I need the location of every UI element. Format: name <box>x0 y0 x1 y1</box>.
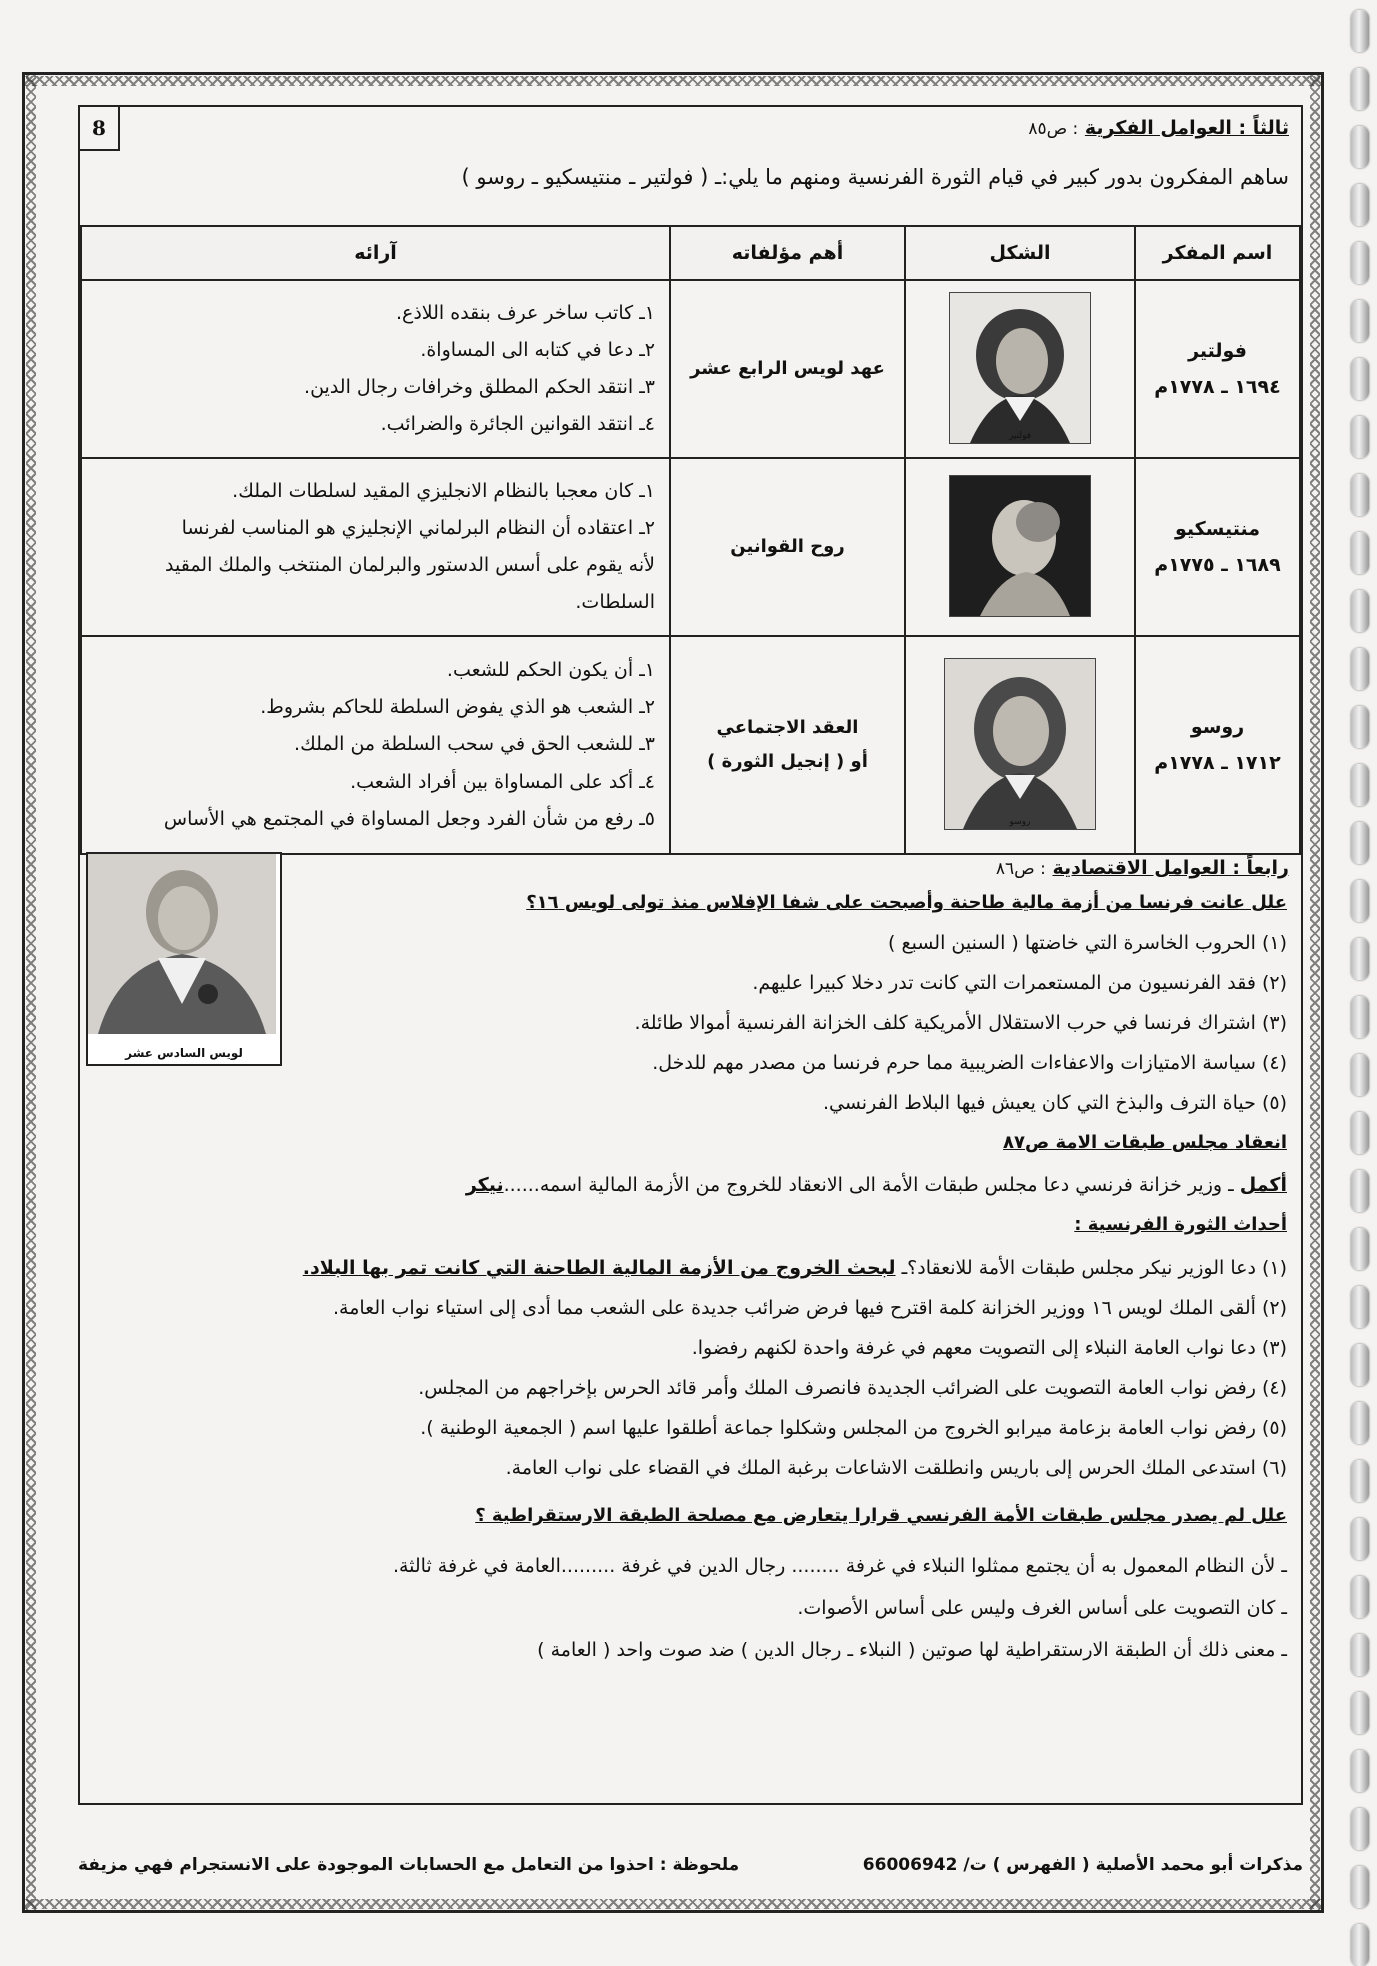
spiral-ring <box>1351 1692 1369 1734</box>
section4-heading <box>996 857 1289 879</box>
spiral-ring <box>1351 416 1369 458</box>
spiral-ring <box>1351 648 1369 690</box>
table-row-voltaire <box>81 280 1300 458</box>
thinker-dates: ١٧١٢ ـ ١٧٧٨م <box>1154 752 1281 774</box>
view-item: ٤ـ انتقد القوانين الجائرة والضرائب. <box>380 413 655 436</box>
spiral-ring <box>1351 1866 1369 1908</box>
view-item: ١ـ كاتب ساخر عرف بنقده اللاذع. <box>395 301 655 324</box>
voltaire-portrait <box>949 292 1091 444</box>
event-item: (٢) ألقى الملك لويس ١٦ ووزير الخزانة كلمة اقترح فيها فرض ضرائب جديدة على الشعب مما أدى إلى استياء نواب العامة. <box>332 1297 1287 1319</box>
spiral-ring <box>1351 1344 1369 1386</box>
spiral-ring <box>1351 822 1369 864</box>
why-answer: ـ معنى ذلك أن الطبقة الارستقراطية لها صوتين ( النبلاء ـ رجال الدين ) ضد صوت واحد ( العامة ) <box>537 1639 1287 1661</box>
spiral-ring <box>1351 1576 1369 1618</box>
spiral-ring <box>1351 242 1369 284</box>
view-item: ٢ـ الشعب هو الذي يفوض السلطة للحاكم بشروط. <box>260 696 655 719</box>
spiral-ring <box>1351 1634 1369 1676</box>
spiral-ring <box>1351 706 1369 748</box>
section3-heading <box>1028 117 1289 139</box>
section3-title: ثالثاً : العوامل الفكرية <box>1084 117 1289 139</box>
why-question: علل لم يصدر مجلس طبقات الأمة الفرنسي قرارا يتعارض مع مصلحة الطبقة الارستقراطية ؟ <box>475 1505 1287 1526</box>
spiral-ring <box>1351 996 1369 1038</box>
table-row-montesquieu <box>81 458 1300 636</box>
view-item: لأنه يقوم على أسس الدستور والبرلمان المنتخب والملك المقيد <box>165 554 655 576</box>
view-item: السلطات. <box>575 591 655 614</box>
complete-answer: نيكر <box>465 1174 504 1196</box>
answer-item: (٤) سياسة الامتيازات والاعفاءات الضريبية مما حرم فرنسا من مصدر مهم للدخل. <box>652 1052 1287 1074</box>
view-item: ٥ـ رفع من شأن الفرد وجعل المساواة في المجتمع هي الأساس <box>163 807 655 830</box>
event-item: (٦) استدعى الملك الحرس إلى باريس وانطلقت الاشاعات برغبة الملك في القضاء على نواب العامة. <box>505 1457 1287 1479</box>
spiral-ring <box>1351 1402 1369 1444</box>
spiral-ring <box>1351 300 1369 342</box>
spiral-ring <box>1351 880 1369 922</box>
view-item: ٢ـ اعتقاده أن النظام البرلماني الإنجليزي هو المناسب لفرنسا <box>181 516 655 539</box>
footer <box>78 1855 1303 1889</box>
event-item: (٣) دعا نواب العامة النبلاء إلى التصويت معهم في غرفة واحدة لكنهم رفضوا. <box>691 1337 1287 1359</box>
thinker-name: فولتير <box>1188 339 1247 362</box>
spiral-ring <box>1351 764 1369 806</box>
spiral-ring <box>1351 590 1369 632</box>
spiral-ring <box>1351 126 1369 168</box>
answer-item: (٢) فقد الفرنسيون من المستعمرات التي كانت تدر دخلا كبيرا عليهم. <box>752 972 1287 994</box>
view-item: ١ـ أن يكون الحكم للشعب. <box>446 659 655 682</box>
spiral-ring <box>1351 68 1369 110</box>
spiral-ring <box>1351 1808 1369 1850</box>
spiral-ring <box>1351 1170 1369 1212</box>
economic-factors <box>94 892 1287 1292</box>
view-item: ٣ـ للشعب الحق في سحب السلطة من الملك. <box>294 733 655 756</box>
works-title: عهد لويس الرابع عشر <box>690 357 885 379</box>
louis-caption: لويس السادس عشر <box>125 1046 243 1060</box>
spiral-ring <box>1351 1750 1369 1792</box>
thinker-name: روسو <box>1190 715 1245 738</box>
answer-item: (٥) حياة الترف والبذخ التي كان يعيش فيها البلاط الفرنسي. <box>822 1092 1287 1114</box>
spiral-ring <box>1351 1112 1369 1154</box>
footer-note: ملحوظة : احذوا من التعامل مع الحسابات الموجودة على الانستجرام فهي مزيفة <box>78 1855 740 1875</box>
events-title: أحداث الثورة الفرنسية : <box>1074 1214 1287 1235</box>
view-item: ١ـ كان معجبا بالنظام الانجليزي المقيد لسلطات الملك. <box>232 479 655 502</box>
view-item: ٢ـ دعا في كتابه الى المساواة. <box>420 338 655 361</box>
section3-intro: ساهم المفكرون بدور كبير في قيام الثورة الفرنسية ومنهم ما يلي:ـ ( فولتير ـ منتيسكيو ـ روسو ) <box>461 165 1289 189</box>
works-subtitle: أو ( إنجيل الثورة ) <box>707 751 868 772</box>
view-item: ٤ـ أكد على المساواة بين أفراد الشعب. <box>350 770 655 793</box>
section4-title: رابعاً : العوامل الاقتصادية <box>1052 857 1289 879</box>
thinker-name: منتيسكيو <box>1174 517 1261 540</box>
spiral-ring <box>1351 1460 1369 1502</box>
thinkers-table <box>80 225 1301 855</box>
content-box <box>78 105 1303 1805</box>
spiral-ring <box>1351 1054 1369 1096</box>
event-item: (٤) رفض نواب العامة التصويت على الضرائب الجديدة فانصرف الملك وأمر قائد الحرس بإخراجهم من المجلس. <box>418 1377 1287 1399</box>
table-row-rousseau <box>81 636 1300 854</box>
spiral-ring <box>1351 10 1369 52</box>
spiral-ring <box>1351 532 1369 574</box>
spiral-ring <box>1351 1286 1369 1328</box>
works-title: العقد الاجتماعي <box>716 716 859 738</box>
complete-text: ـ وزير خزانة فرنسي دعا مجلس طبقات الأمة الى الانعقاد للخروج من الأزمة المالية اسمه...... <box>503 1174 1234 1196</box>
event-item: (٥) رفض نواب العامة بزعامة ميرابو الخروج من المجلس وشكلوا جماعة أطلقوا عليها اسم ( الجمعية الوطنية ). <box>420 1417 1287 1439</box>
question: علل عانت فرنسا من أزمة مالية طاحنة وأصبحت على شفا الإفلاس منذ تولى لويس ١٦؟ <box>526 892 1287 913</box>
spiral-ring <box>1351 358 1369 400</box>
spiral-ring <box>1351 1924 1369 1966</box>
page-number: 8 <box>80 107 120 151</box>
view-item: ٣ـ انتقد الحكم المطلق وخرافات رجال الدين. <box>304 376 655 398</box>
portrait-caption: روسو <box>1009 816 1031 827</box>
thinker-dates: ١٦٨٩ ـ ١٧٧٥م <box>1154 554 1281 576</box>
spiral-ring <box>1351 1228 1369 1270</box>
montesquieu-portrait <box>949 475 1091 617</box>
answer-item: (٣) اشتراك فرنسا في حرب الاستقلال الأمريكية كلف الخزانة الفرنسية أموالا طائلة. <box>634 1012 1287 1034</box>
spiral-ring <box>1351 1518 1369 1560</box>
section3-page-ref: : ص٨٥ <box>1028 119 1079 139</box>
header-views: آرائه <box>81 226 670 280</box>
table-header-row <box>81 226 1300 280</box>
answer-item: (١) الحروب الخاسرة التي خاضتها ( السنين السبع ) <box>888 932 1287 954</box>
estates-title: انعقاد مجلس طبقات الامة ص٨٧ <box>1003 1132 1287 1153</box>
why-answer: ـ كان التصويت على أساس الغرف وليس على أساس الأصوات. <box>797 1597 1287 1619</box>
spiral-binding <box>1337 0 1377 1948</box>
spiral-ring <box>1351 474 1369 516</box>
complete-line <box>466 1174 1287 1196</box>
header-portrait: الشكل <box>905 226 1135 280</box>
footer-author: مذكرات أبو محمد الأصلية ( الفهرس ) ت/ 66006942 <box>862 1855 1303 1875</box>
header-name: اسم المفكر <box>1135 226 1300 280</box>
section4-page-ref: : ص٨٦ <box>995 859 1046 879</box>
complete-label: أكمل <box>1239 1174 1287 1196</box>
spiral-ring <box>1351 938 1369 980</box>
works-title: روح القوانين <box>730 535 845 557</box>
rousseau-portrait <box>944 658 1096 830</box>
why-answer: ـ لأن النظام المعمول به أن يجتمع ممثلوا النبلاء في غرفة ........ رجال الدين في غرفة .........العامة في غرفة ثالثة. <box>392 1555 1287 1577</box>
thinker-dates: ١٦٩٤ ـ ١٧٧٨م <box>1154 376 1281 398</box>
portrait-caption: فولتير <box>1008 430 1032 441</box>
event-item: (١) دعا الوزير نيكر مجلس طبقات الأمة للانعقاد؟ـ لبحث الخروج من الأزمة المالية الطاحنة التي كانت تمر بها البلاد. <box>302 1257 1287 1279</box>
header-works: أهم مؤلفاته <box>670 226 905 280</box>
revolution-events <box>94 1257 1287 1777</box>
spiral-ring <box>1351 184 1369 226</box>
